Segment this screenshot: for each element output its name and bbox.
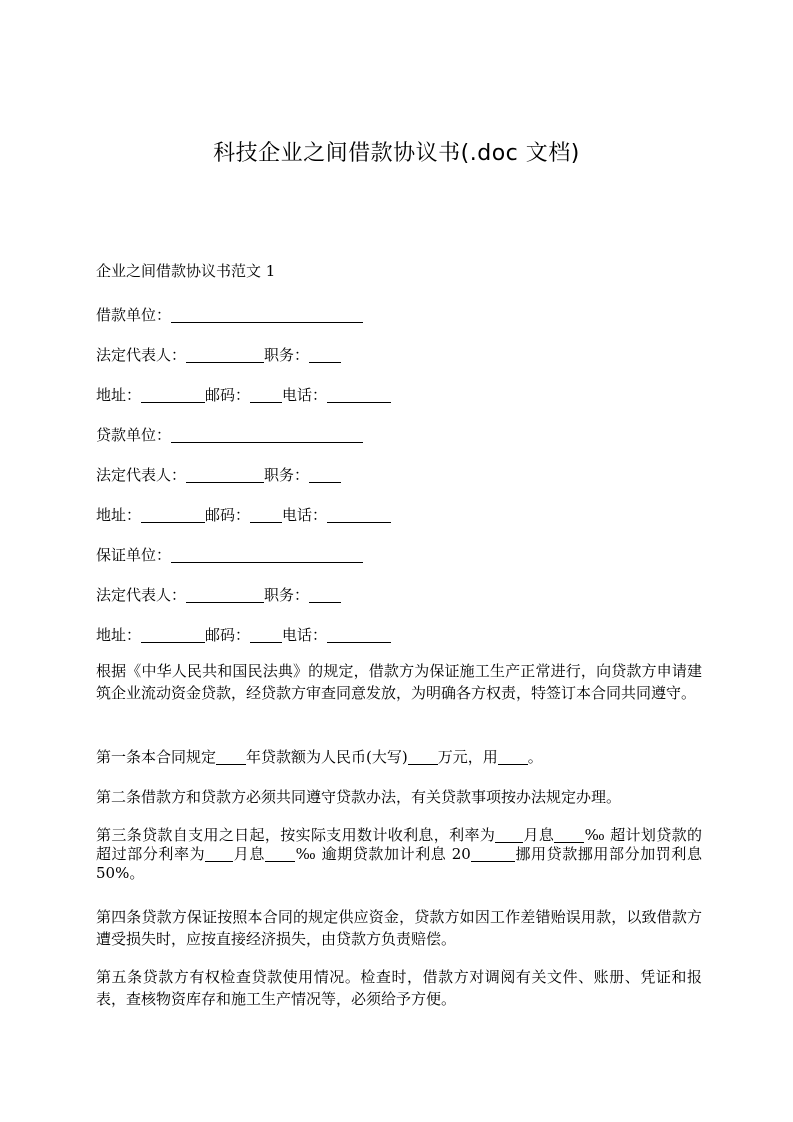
guarantor-postcode-blank	[250, 627, 282, 643]
borrower-position-label: 职务：	[264, 346, 310, 364]
article-3-excess-rate-blank	[205, 846, 233, 862]
lender-unit-label: 贷款单位：	[96, 426, 172, 444]
lender-phone-blank	[327, 507, 391, 523]
article-3-text-a: 第三条贷款自支用之日起，按实际支用数计收利息，利率为	[96, 826, 496, 844]
lender-postcode-label: 邮码：	[205, 506, 251, 524]
article-3-rate-blank	[495, 827, 523, 843]
article-1-text-a: 第一条本合同规定	[96, 748, 217, 766]
guarantor-unit-label: 保证单位：	[96, 546, 172, 564]
guarantor-position-blank	[309, 587, 341, 603]
article-1-amount-blank	[408, 749, 438, 765]
article-1-text-d: 。	[527, 748, 543, 766]
article-1-year-blank	[216, 749, 246, 765]
article-1-text-c: 万元，用	[437, 748, 498, 766]
article-3-text-e: ‰ 逾期贷款加计利息 20	[294, 845, 471, 863]
preamble-paragraph: 根据《中华人民共和国民法典》的规定，借款方为保证施工生产正常进行，向贷款方申请建筑企业流动资金贷款，经贷款方审查同意发放，为明确各方权责，特签订本合同共同遵守。	[96, 662, 702, 702]
borrower-address-label: 地址：	[96, 386, 142, 404]
article-1	[96, 746, 543, 767]
lender-phone-label: 电话：	[282, 506, 328, 524]
article-1-text-b: 年贷款额为人民币(大写)	[246, 748, 408, 766]
guarantor-rep-blank	[186, 587, 264, 603]
article-3-text-c: ‰ 超计划贷款的超过部分利率为	[96, 826, 702, 863]
lender-unit-line	[96, 424, 363, 445]
borrower-unit-line	[96, 304, 363, 325]
article-3-monthly-rate-blank	[554, 827, 584, 843]
lender-rep-blank	[186, 467, 264, 483]
guarantor-position-label: 职务：	[264, 586, 310, 604]
guarantor-rep-label: 法定代表人：	[96, 586, 187, 604]
lender-address-label: 地址：	[96, 506, 142, 524]
article-1-purpose-blank	[498, 749, 528, 765]
guarantor-postcode-label: 邮码：	[205, 626, 251, 644]
borrower-postcode-blank	[250, 387, 282, 403]
article-3-text-f: 挪用贷款挪用部分加罚利息 50%。	[96, 845, 702, 882]
lender-rep-label: 法定代表人：	[96, 466, 187, 484]
lender-position-label: 职务：	[264, 466, 310, 484]
article-4: 第四条贷款方保证按照本合同的规定供应资金，贷款方如因工作差错贻误用款，以致借款方遭受损失时，应按直接经济损失，由贷款方负责赔偿。	[96, 908, 702, 948]
article-3-excess-monthly-blank	[265, 846, 295, 862]
borrower-rep-line	[96, 344, 341, 365]
guarantor-address-blank	[141, 627, 205, 643]
lender-postcode-blank	[250, 507, 282, 523]
guarantor-phone-blank	[327, 627, 391, 643]
article-2: 第二条借款方和贷款方必须共同遵守贷款办法，有关贷款事项按办法规定办理。	[96, 788, 622, 806]
borrower-unit-label: 借款单位：	[96, 306, 172, 324]
article-5: 第五条贷款方有权检查贷款使用情况。检查时，借款方对调阅有关文件、账册、凭证和报表，查核物资库存和施工生产情况等，必须给予方便。	[96, 968, 702, 1008]
guarantor-phone-label: 电话：	[282, 626, 328, 644]
borrower-rep-blank	[186, 347, 264, 363]
article-3-text-b: 月息	[523, 826, 555, 844]
lender-address-blank	[141, 507, 205, 523]
lender-address-line	[96, 504, 391, 525]
guarantor-rep-line	[96, 584, 341, 605]
guarantor-address-label: 地址：	[96, 626, 142, 644]
lender-rep-line	[96, 464, 341, 485]
borrower-address-line	[96, 384, 391, 405]
guarantor-address-line	[96, 624, 391, 645]
borrower-phone-blank	[327, 387, 391, 403]
borrower-postcode-label: 邮码：	[205, 386, 251, 404]
lender-unit-blank	[171, 427, 363, 443]
borrower-rep-label: 法定代表人：	[96, 346, 187, 364]
lender-position-blank	[309, 467, 341, 483]
article-3-overdue-blank	[471, 846, 515, 862]
guarantor-unit-blank	[171, 547, 363, 563]
document-title: 科技企业之间借款协议书(.doc 文档)	[213, 141, 580, 166]
borrower-phone-label: 电话：	[282, 386, 328, 404]
borrower-address-blank	[141, 387, 205, 403]
guarantor-unit-line	[96, 544, 363, 565]
article-3-text-d: 月息	[233, 845, 265, 863]
borrower-position-blank	[309, 347, 341, 363]
borrower-unit-blank	[171, 307, 363, 323]
article-3	[96, 826, 702, 883]
document-subtitle: 企业之间借款协议书范文 1	[96, 262, 276, 280]
